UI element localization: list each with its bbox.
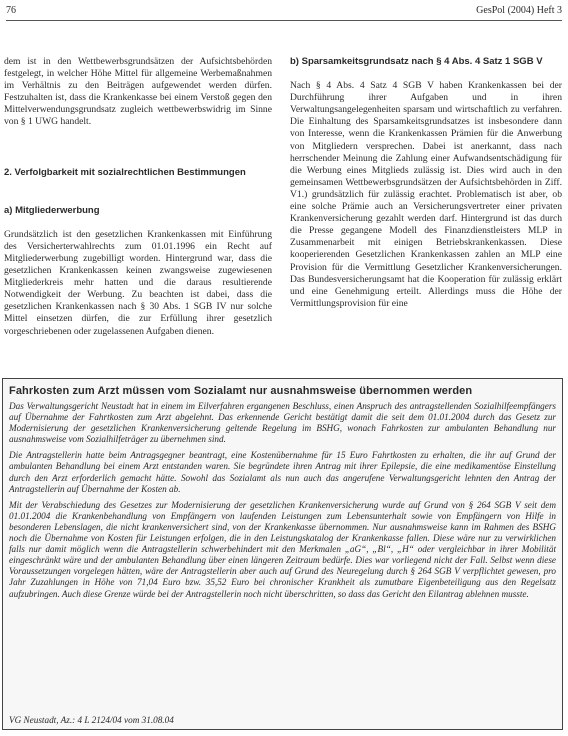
- news-box-source: VG Neustadt, Az.: 4 L 2124/04 vom 31.08.04: [9, 715, 174, 725]
- left-column: [4, 56, 272, 338]
- news-box-paragraph-1: Das Verwaltungsgericht Neustadt hat in einem im Eilverfahren ergangenen Beschluss, einen Anspruch des antragstellenden Sozialhilfeempfängers auf Übernahme der Fahrtkosten zum Arzt abgelehnt. Das erkennende Gericht bestätigt damit die seit dem 01.01.2004 durch das Gesetz zur Modernisierung der gesetzlichen Krankenversicherung geltende Regelung im BSHG, wonach Fahrkosten zur ambulanten Behandlung nur ausnahmsweise vom Sozialhilfeträger zu übernehmen sind.: [9, 401, 556, 445]
- page-number: 76: [6, 5, 16, 16]
- subsection-a-heading: a) Mitgliederwerbung: [4, 204, 100, 216]
- left-paragraph-1: dem ist in den Wettbewerbsgrundsätzen der Aufsichtsbehörden festgelegt, in welcher Höhe Mittel für allgemeine Werbemaßnahmen im Verhältnis zu den Beiträgen aufgewendet werden dürfen. Festzuhalten ist, dass die Krankenkasse bei einem Verstoß gegen den Mittelverwendungsgrundsatz zugleich wettbewerbswidrig im Sinne von § 1 UWG handelt.: [4, 56, 272, 128]
- news-box-paragraph-3: Mit der Verabschiedung des Gesetzes zur Modernisierung der gesetzlichen Krankenversicherung wurde auf Grund von § 264 SGB V seit dem 01.01.2004 die Krankenbehandlung von Empfängern von laufenden Leistungen zum Lebensunterhalt sowie von Empfängern von Hilfe in besonderen Lebenslagen, die nicht krankenversichert sind, von der Krankenkasse übernommen. Nur ausnahmsweise kann im Rahmen des BSHG noch die Übernahme von Kosten für Leistungen erfolgen, die in den Leistungskatalog der Krankenkasse fallen. Diese wäre nur zu verwirklichen falls nur damit möglich wenn die Antragstellerin schwerbehindert mit den Merkmalen „aG“, „Bl“, „H“ oder vergleichbar in ihrer Mobilität eingeschränkt wäre und der ambulanten Behandlung über einen längeren Zeitraum bedürfe. Dies war vorliegend nicht der Fall. Selbst wenn diese Voraussetzungen vorgelegen hätten, wäre der Antragstellerin aber auch auf Grund des Neuregelung durch § 264 SGB V verpflichtet gewesen, pro Jahr Zuzahlungen in Höhe von 71,04 Euro bzw. 35,52 Euro bei chronischer Krankheit als zumutbare Eigenbeteiligung aus den Regelsatz aufzubringen. Auch diese Grenze würde bei der Antragstellerin noch nicht überschritten, so dass das Gericht den Eilantrag ablehnen musste.: [9, 499, 556, 599]
- right-column: [290, 56, 562, 310]
- news-box-paragraph-2: Die Antragstellerin hatte beim Antragsgegner beantragt, eine Kostenübernahme für 15 Euro Fahrtkosten zu erhalten, die ihr auf Grund der ambulanten Behandlung bei einem Arzt entstanden waren. Sie begründete ihren Antrag mit ihrer Epilepsie, die eine medikamentöse Einstellung durch den Arzt erforderlich gemacht hätte. Sowohl das Sozialamt als nun auch das angerufene Verwaltungsgericht lehnten den Antrag der Antragstellerin auf Übernahme der Kosten ab.: [9, 450, 556, 494]
- journal-reference: GesPol (2004) Heft 3: [476, 5, 562, 16]
- left-paragraph-2: Grundsätzlich ist den gesetzlichen Krankenkassen mit Einführung des Versicherterwahlrechts zum 01.01.1996 ein Recht auf Mitgliederwerbung zugebilligt worden. Hintergrund war, dass die gesetzlichen Krankenkassen keinen zwangsweise zugewiesenen Mitgliederkreis mehr hatten und die daraus resultierende Notwendigkeit der Werbung. Zu beachten ist dabei, dass die gesetzlichen Krankenkassen nach § 30 Abs. 1 SGB IV nur solche Mittel einsetzen dürfen, die zur Erfüllung ihrer gesetzlich vorgeschriebenen oder zugelassenen Aufgaben dienen.: [4, 228, 272, 337]
- news-box: [2, 378, 563, 730]
- news-box-title: Fahrkosten zum Arzt müssen vom Sozialamt nur ausnahmsweise übernommen werden: [9, 385, 473, 397]
- section-2-heading: 2. Verfolgbarkeit mit sozialrechtlichen Bestimmungen: [4, 166, 246, 178]
- subsection-b-heading: b) Sparsamkeitsgrundsatz nach § 4 Abs. 4 Satz 1 SGB V: [290, 56, 543, 67]
- right-paragraph-1: Nach § 4 Abs. 4 Satz 4 SGB V haben Krankenkassen bei der Durchführung ihrer Aufgaben und in ihren Verwaltungsangelegenheiten sparsam und wirtschaftlich zu verfahren. Die Einhaltung des Sparsamkeitsgrundsatzes ist insbesondere dann von Interesse, wenn die Krankenkassen Prämien für die Anwerbung von Mitgliedern versprechen. Dabei ist anerkannt, dass nach herrschender Meinung die Zahlung einer Aufwandsentschädigung für die Werbung eines Mitglieds zulässig ist. Dies wird auch in den gemeinsamen Wettbewerbsgrundsätzen der Aufsichtsbehörden in Ziff. V1.) grundsätzlich für zulässig erachtet. Problematisch ist aber, ob eine solche Prämie auch an Versicherungsvertreter einer privaten Krankenversicherung gezahlt werden darf. Hintergrund ist das durch die Presse gegangene Modell des Finanzdienstleisters MLP in Zusammenarbeit mit einigen Betriebskrankenkassen. Diese kooperierenden Gesetzlichen Krankenkassen zahlen an MLP eine Provision für die Vermittlung Gesetzlicher Krankenversicherungen. Das Bundesversicherungsamt hat die Kooperation für zulässig erklärt und eine Genehmigung erteilt. Allerdings muss die Höhe der Vermittlungsprovision für eine: [290, 80, 562, 309]
- page-header: [6, 4, 562, 21]
